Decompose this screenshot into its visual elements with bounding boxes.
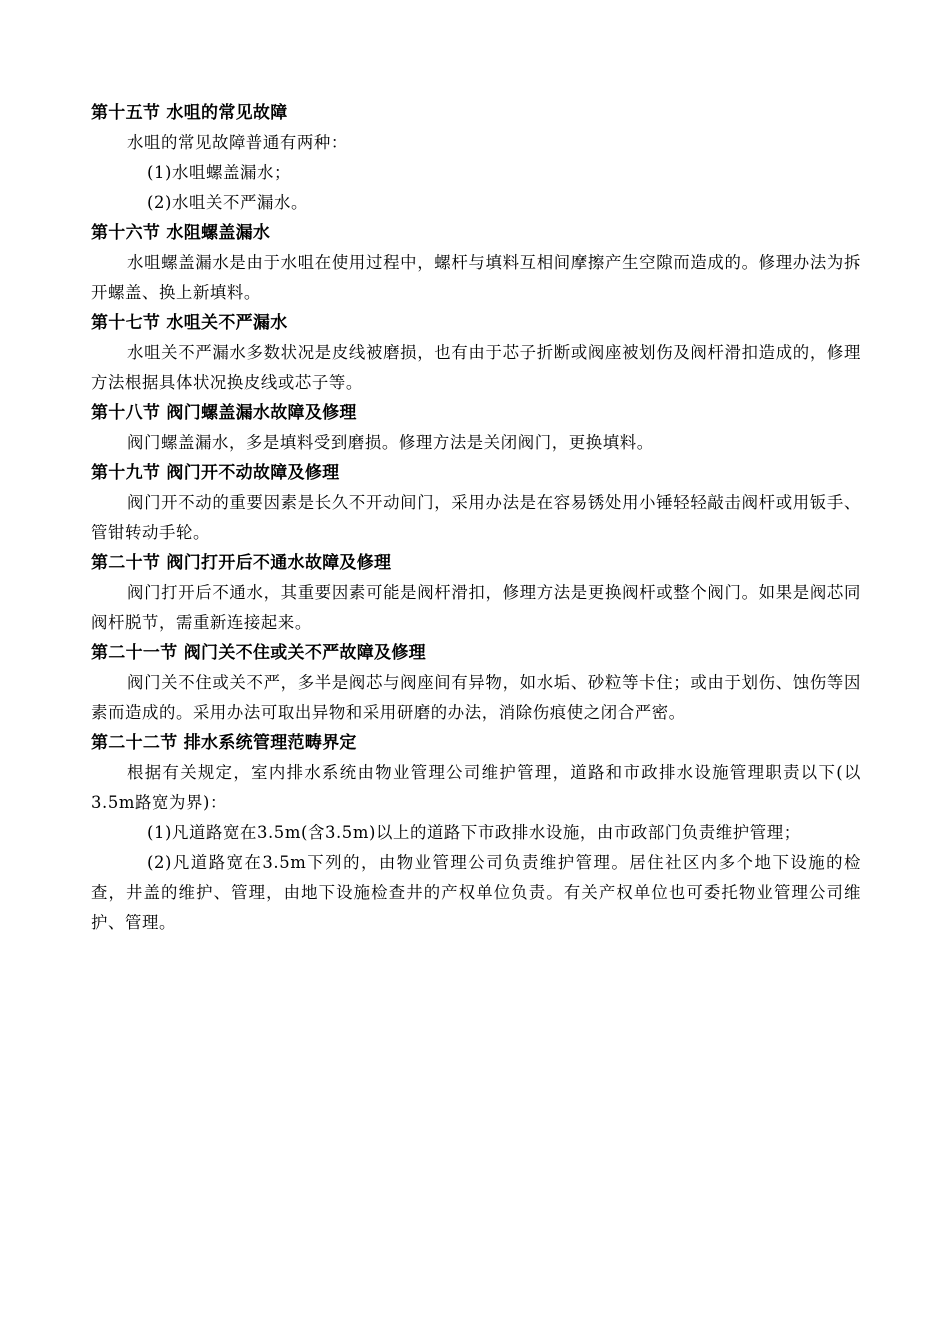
section-22 (91, 728, 861, 938)
section-heading: 第二十一节 阀门关不住或关不严故障及修理 (91, 643, 426, 663)
section-20 (91, 548, 861, 638)
section-heading: 第十七节 水咀关不严漏水 (91, 313, 288, 333)
paragraph: 阀门打开后不通水，其重要因素可能是阀杆滑扣，修理方法是更换阀杆或整个阀门。如果是阀芯同阀杆脱节，需重新连接起来。 (91, 583, 861, 632)
list-item: (2)水咀关不严漏水。 (147, 193, 308, 212)
section-heading: 第十五节 水咀的常见故障 (91, 103, 288, 123)
list-item: (1)水咀螺盖漏水； (147, 163, 291, 182)
section-heading: 第十六节 水阻螺盖漏水 (91, 223, 271, 243)
paragraph: 阀门开不动的重要因素是长久不开动间门，采用办法是在容易锈处用小锤轻轻敲击阀杆或用钣手、管钳转动手轮。 (91, 493, 861, 542)
paragraph: 阀门螺盖漏水，多是填料受到磨损。修理方法是关闭阀门，更换填料。 (127, 433, 654, 452)
paragraph: 水咀的常见故障普通有两种： (127, 133, 348, 152)
section-heading: 第二十节 阀门打开后不通水故障及修理 (91, 553, 392, 573)
section-heading: 第十八节 阀门螺盖漏水故障及修理 (91, 403, 357, 423)
list-item: (2)凡道路宽在3.5m下列的，由物业管理公司负责维护管理。居住社区内多个地下设施的检查，井盖的维护、管理，由地下设施检查井的产权单位负责。有关产权单位也可委托物业管理公司维护、管理。 (91, 853, 861, 932)
section-18 (91, 398, 861, 458)
paragraph: 阀门关不住或关不严，多半是阀芯与阀座间有异物，如水垢、砂粒等卡住；或由于划伤、蚀伤等因素而造成的。采用办法可取出异物和采用研磨的办法，消除伤痕使之闭合严密。 (91, 673, 861, 722)
paragraph: 根据有关规定，室内排水系统由物业管理公司维护管理，道路和市政排水设施管理职责以下(以3.5m路宽为界)： (91, 763, 861, 812)
paragraph: 水咀关不严漏水多数状况是皮线被磨损，也有由于芯子折断或阀座被划伤及阀杆滑扣造成的，修理方法根据具体状况换皮线或芯子等。 (91, 343, 861, 392)
section-heading: 第十九节 阀门开不动故障及修理 (91, 463, 340, 483)
paragraph: 水咀螺盖漏水是由于水咀在使用过程中，螺杆与填料互相间摩擦产生空隙而造成的。修理办法为拆开螺盖、换上新填料。 (91, 253, 861, 302)
section-19 (91, 458, 861, 548)
list-item: (1)凡道路宽在3.5m(含3.5m)以上的道路下市政排水设施，由市政部门负责维护管理； (147, 823, 801, 842)
section-heading: 第二十二节 排水系统管理范畴界定 (91, 733, 357, 753)
section-15 (91, 98, 861, 218)
section-21 (91, 638, 861, 728)
document-page (91, 98, 861, 938)
section-17 (91, 308, 861, 398)
section-16 (91, 218, 861, 308)
